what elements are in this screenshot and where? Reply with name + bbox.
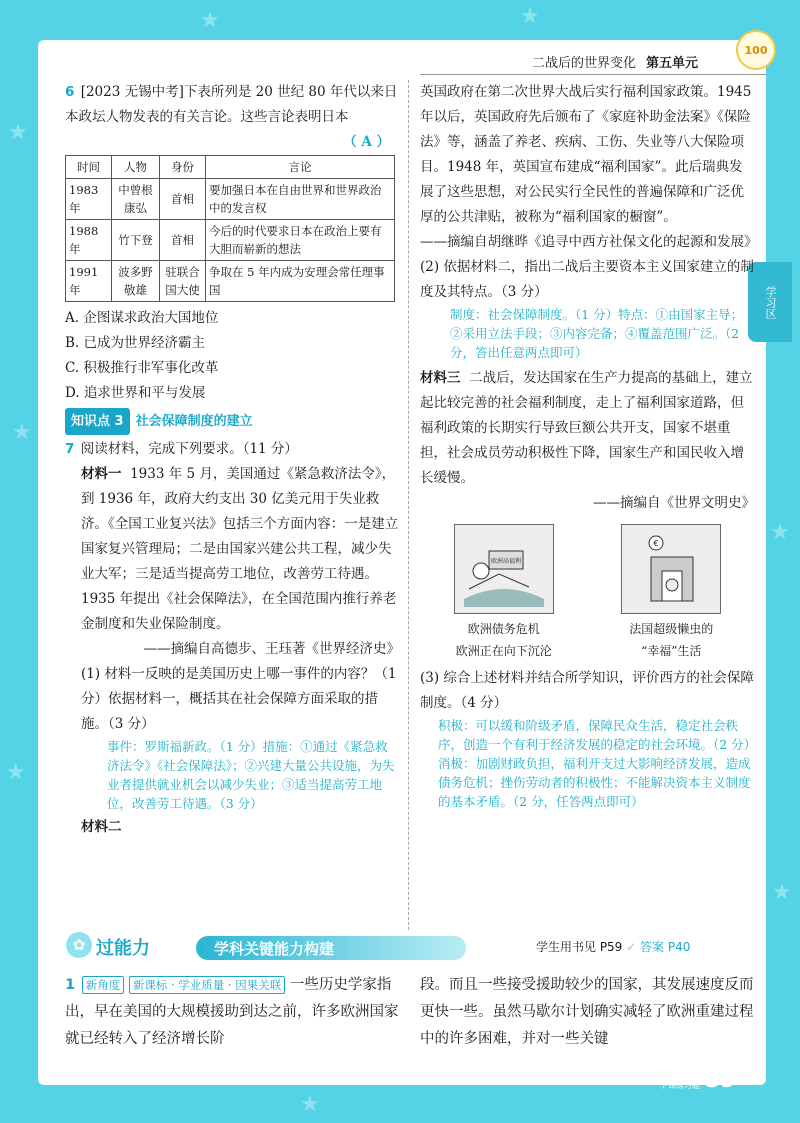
table-cell: 首相 — [160, 179, 206, 220]
material-1-text: 1933 年 5 月，美国通过《紧急救济法令》，到 1936 年，政府大约支出 30 亿美元用于失业救济。《全国工业复兴法》包括三个方面内容：一是建立国家复兴管理局；二是由国家兴建公共工程，减少失业大军；三是适当提高劳工地位，改善劳工待遇。1935 年提出《社会保障法》，在全国范围内推行养老金制度和失业保险制度。 — [81, 466, 399, 632]
table-row — [66, 179, 395, 220]
q1-text-left: 一些历史学家指出，早在美国的大规模援助到达之前，许多欧洲国家就已经转入了经济增长阶 — [65, 977, 399, 1047]
cartoon-image — [454, 524, 554, 614]
table-cell: 波多野敬雄 — [112, 261, 160, 302]
cartoon-french-welfare — [611, 524, 731, 662]
table-header: 时间 — [66, 156, 112, 179]
q7-text: 阅读材料，完成下列要求。（11 分） — [80, 441, 298, 457]
banner-reference — [536, 938, 690, 955]
table-cell: 竹下登 — [112, 220, 160, 261]
q6-option-d[interactable]: D. 追求世界和平与发展 — [65, 385, 206, 401]
header-subtitle: 二战后的世界变化 — [532, 56, 637, 71]
material-2-text: 英国政府在第二次世界大战后实行福利国家政策。1945 年以后，英国政府先后颁布了《家庭补助金法案》《保险法》等，涵盖了养老、疾病、工伤、失业等八大保险项目。1948 年，英国宣布建成“福利国家”。此后瑞典发展了这些思想，对公民实行全民性的普遍保障和广泛优厚的公共津贴，被称为“福利国家的橱窗”。 — [420, 84, 752, 225]
q7-number: 7 — [65, 441, 75, 457]
table-cell: 中曾根康弘 — [112, 179, 160, 220]
badge-new-angle: 新角度 — [82, 976, 125, 994]
left-column — [65, 80, 400, 840]
book-reference: 学生用书见 P59 — [536, 940, 623, 954]
q7-answer-1: 事件：罗斯福新政。（1 分）措施：①通过《紧急救济法令》《社会保障法》；②兴建大量公共设施，为失业者提供就业机会以减少失业；③适当提高劳工地位，改善劳工待遇。（3 分） — [107, 739, 395, 811]
material-1-source: ——摘编自高德步、王珏著《世界经济史》 — [143, 641, 400, 657]
q7-subquestion-1: (1) 材料一反映的是美国历史上哪一事件的内容？（1 分）依据材料一，概括其在社会保障方面采取的措施。（3 分） — [81, 666, 397, 732]
material-2-label: 材料二 — [81, 819, 122, 835]
q1-text-right: 段。而且一些接受援助较少的国家，其发展速度反而更快一些。虽然马歇尔计划确实减轻了欧洲重建过程中的许多困难，并对一些关键 — [420, 977, 754, 1047]
cartoon-sign-text: 欧洲高福利 — [490, 558, 521, 565]
page-number: 59 — [705, 1068, 736, 1093]
q7-stem — [65, 437, 400, 462]
table-cell: 要加强日本在自由世界和世界政治中的发言权 — [206, 179, 395, 220]
table-cell: 今后的时代要求日本在政治上要有大胆而崭新的想法 — [206, 220, 395, 261]
footer-logo: 上课认真听 下课练习题 — [660, 1072, 700, 1090]
header-divider — [420, 74, 766, 75]
table-header: 身份 — [160, 156, 206, 179]
material-2-start — [65, 815, 400, 840]
q7-subquestion-3: (3) 综合上述材料并结合所学知识，评价西方的社会保障制度。（4 分） — [420, 670, 754, 711]
cartoon-image — [621, 524, 721, 614]
table-row — [66, 261, 395, 302]
q7-subquestion-2: (2) 依据材料二，指出二战后主要资本主义国家建立的制度及其特点。（3 分） — [420, 259, 754, 300]
page-header — [500, 52, 770, 72]
right-column — [420, 80, 758, 811]
table-cell: 驻联合国大使 — [160, 261, 206, 302]
material-3-text: 二战后，发达国家在生产力提高的基础上，建立起比较完善的社会福利制度，走上了福利国家道路，但福利政策的长期实行导致巨额公共开支，国家不堪重担，社会成员劳动积极性下降，国家生产和国民收入增长缓慢。 — [420, 370, 753, 486]
cartoon-caption: “幸福”生活 — [641, 644, 702, 658]
banner-subtitle: 学科关键能力构建 — [214, 940, 335, 958]
column-divider — [408, 80, 409, 930]
q6-number: 6 — [65, 84, 75, 100]
table-cell: 1988 年 — [66, 220, 112, 261]
material-3-label: 材料三 — [420, 370, 461, 386]
q6-text: [2023 无锡中考]下表所列是 20 世纪 80 年代以来日本政坛人物发表的有关言论。这些言论表明日本 — [65, 84, 398, 125]
q6-option-a[interactable]: A. 企图谋求政治大国地位 — [65, 310, 219, 326]
kp-tag: 知识点 3 — [65, 408, 130, 435]
side-tab-study[interactable]: 学习区 — [748, 262, 792, 342]
table-header: 言论 — [206, 156, 395, 179]
banner-title: 过能力 — [96, 938, 150, 959]
check-icon: ✓ — [626, 940, 637, 954]
cartoon-group — [420, 524, 755, 662]
cartoon-caption: 法国超级懒虫的 — [629, 622, 714, 636]
badge-curriculum: 新课标 · 学业质量 · 因果关联 — [129, 976, 285, 994]
cartoon-debt-crisis — [444, 524, 564, 662]
banner-bar — [196, 936, 466, 960]
mascot-logo: 100 — [736, 30, 776, 70]
q6-option-c[interactable]: C. 积极推行非军事化改革 — [65, 360, 219, 376]
table-cell: 首相 — [160, 220, 206, 261]
q7-answer-2: 制度：社会保障制度。（1 分）特点：①由国家主导；②采用立法手段；③内容完备；④覆盖范围广泛。（2 分，答出任意两点即可） — [450, 307, 744, 360]
q1-left — [65, 972, 400, 1053]
background-stars: ★ ★ ★ ★ ★ ★ ★ ★ — [6, 4, 792, 1117]
q6-option-b[interactable]: B. 已成为世界经济霸主 — [65, 335, 206, 351]
header-unit: 第五单元 — [646, 56, 699, 71]
table-row — [66, 220, 395, 261]
material-2-source: ——摘编自胡继晔《追寻中西方社保文化的起源和发展》 — [420, 234, 758, 250]
table-cell: 争取在 5 年内成为安理会常任理事国 — [206, 261, 395, 302]
q6-answer: （ A ） — [343, 134, 390, 150]
material-1 — [65, 462, 400, 637]
table-header: 人物 — [112, 156, 160, 179]
q6-stem — [65, 80, 400, 150]
material-3 — [420, 366, 755, 491]
mascot-icon: ✿ — [66, 932, 92, 958]
q1-right — [420, 972, 755, 1053]
table-cell: 1991 年 — [66, 261, 112, 302]
section-banner — [66, 932, 766, 962]
table-cell: 1983 年 — [66, 179, 112, 220]
q7-answer-3: 积极：可以缓和阶级矛盾，保障民众生活，稳定社会秩序，创造一个有利于经济发展的稳定的社会环境。（2 分）消极：加剧财政负担，福利开支过大影响经济发展，造成债务危机；挫伤劳动者的积极性；不能解决资本主义制度的基本矛盾。（2 分，任答两点即可） — [438, 718, 751, 809]
table-header-row — [66, 156, 395, 179]
answer-reference: 答案 P40 — [640, 940, 691, 954]
cartoon-euro-text: € — [653, 539, 659, 548]
q6-table — [65, 155, 395, 302]
material-1-label: 材料一 — [81, 466, 122, 482]
knowledge-point-heading — [65, 408, 253, 435]
kp-title: 社会保障制度的建立 — [135, 414, 253, 429]
cartoon-caption: 欧洲债务危机 — [467, 622, 540, 636]
cartoon-caption: 欧洲正在向下沉沦 — [455, 644, 552, 658]
q1-number: 1 — [65, 977, 76, 993]
material-3-source: ——摘编自《世界文明史》 — [593, 495, 755, 511]
